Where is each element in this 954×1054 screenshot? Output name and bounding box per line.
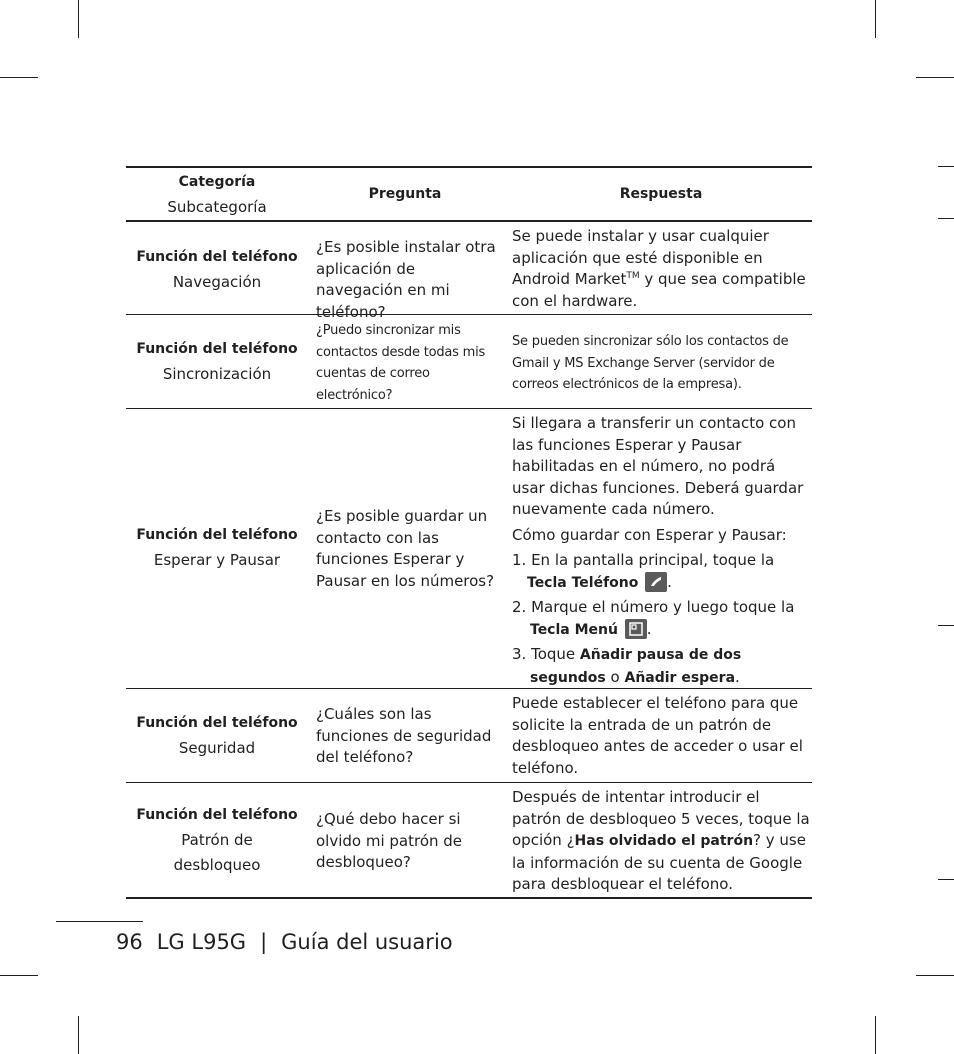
row-subcategory: Seguridad	[178, 739, 256, 757]
row-answer: Después de intentar introducir el patrón de desbloqueo 5 veces, toque la opción ¿Has olvidado el patrón? y use la información de su cuenta de Google para desbloquear el teléfono.	[512, 788, 810, 893]
crop-mark	[875, 1016, 876, 1054]
row-question: ¿Cuáles son las funciones de seguridad del teléfono?	[316, 705, 492, 766]
table-header	[126, 166, 812, 222]
row-question: ¿Qué debo hacer si olvido mi patrón de desbloqueo?	[316, 810, 463, 871]
row-category: Función del teléfono	[136, 341, 298, 357]
answer-how: Cómo guardar con Esperar y Pausar:	[512, 525, 787, 544]
page-footer	[116, 928, 467, 956]
row-category: Función del teléfono	[136, 807, 298, 823]
row-subcategory: Esperar y Pausar	[153, 551, 281, 569]
footer-model: LG L95G	[156, 930, 247, 954]
footer-rule	[56, 921, 143, 922]
crop-mark	[78, 0, 79, 38]
page-number: 96	[116, 930, 143, 954]
crop-mark	[875, 0, 876, 38]
crop-mark	[78, 1016, 79, 1054]
table-row	[126, 315, 812, 409]
crop-mark	[916, 975, 954, 976]
row-question: ¿Es posible guardar un contacto con las funciones Esperar y Pausar en los números?	[316, 507, 495, 590]
row-category: Función del teléfono	[136, 249, 298, 265]
answer-step-2: 2. Marque el número y luego toque la Tecla Menú .	[512, 598, 795, 638]
crop-mark	[938, 166, 954, 167]
answer-step-1: 1. En la pantalla principal, toque la Tecla Teléfono .	[512, 551, 775, 591]
crop-mark	[938, 218, 954, 219]
menu-key-icon	[625, 619, 647, 639]
answer-step-3: 3. Toque Añadir pausa de dos segundos o Añadir espera.	[512, 645, 742, 686]
row-question: ¿Puedo sincronizar mis contactos desde todas mis cuentas de correo electrónico?	[316, 323, 486, 403]
row-answer: Se puede instalar y usar cualquier aplicación que esté disponible en Android Market™ y que sea compatible con el hardware.	[512, 227, 806, 310]
footer-title: Guía del usuario	[281, 930, 453, 954]
phone-key-icon	[645, 572, 667, 592]
faq-table	[126, 166, 812, 899]
table-row	[126, 222, 812, 321]
row-answer: Se pueden sincronizar sólo los contactos de Gmail y MS Exchange Server (servidor de correos electrónicos de la empresa).	[512, 334, 789, 392]
row-category: Función del teléfono	[136, 715, 298, 731]
row-category: Función del teléfono	[136, 527, 298, 543]
crop-mark	[916, 77, 954, 78]
row-subcategory: Navegación	[172, 273, 262, 291]
answer-intro: Si llegara a transferir un contacto con las funciones Esperar y Pausar habilitadas en el número, no podrá usar dichas funciones. Deberá guardar nuevamente cada número.	[512, 414, 804, 518]
header-subcategory: Subcategoría	[167, 198, 267, 216]
row-subcategory: Patrón de desbloqueo	[173, 831, 261, 874]
header-question: Pregunta	[368, 186, 442, 202]
crop-mark	[938, 625, 954, 626]
table-row	[126, 689, 812, 783]
row-answer	[512, 413, 810, 692]
row-question: ¿Es posible instalar otra aplicación de navegación en mi teléfono?	[316, 238, 496, 321]
crop-mark	[0, 77, 38, 78]
crop-mark	[938, 879, 954, 880]
table-row	[126, 409, 812, 689]
footer-separator: |	[260, 930, 268, 954]
crop-mark	[0, 975, 38, 976]
header-category: Categoría	[178, 174, 256, 190]
header-answer: Respuesta	[619, 186, 703, 202]
table-row	[126, 783, 812, 899]
row-subcategory: Sincronización	[162, 365, 272, 383]
row-answer: Puede establecer el teléfono para que solicite la entrada de un patrón de desbloqueo antes de acceder o usar el teléfono.	[512, 694, 803, 777]
